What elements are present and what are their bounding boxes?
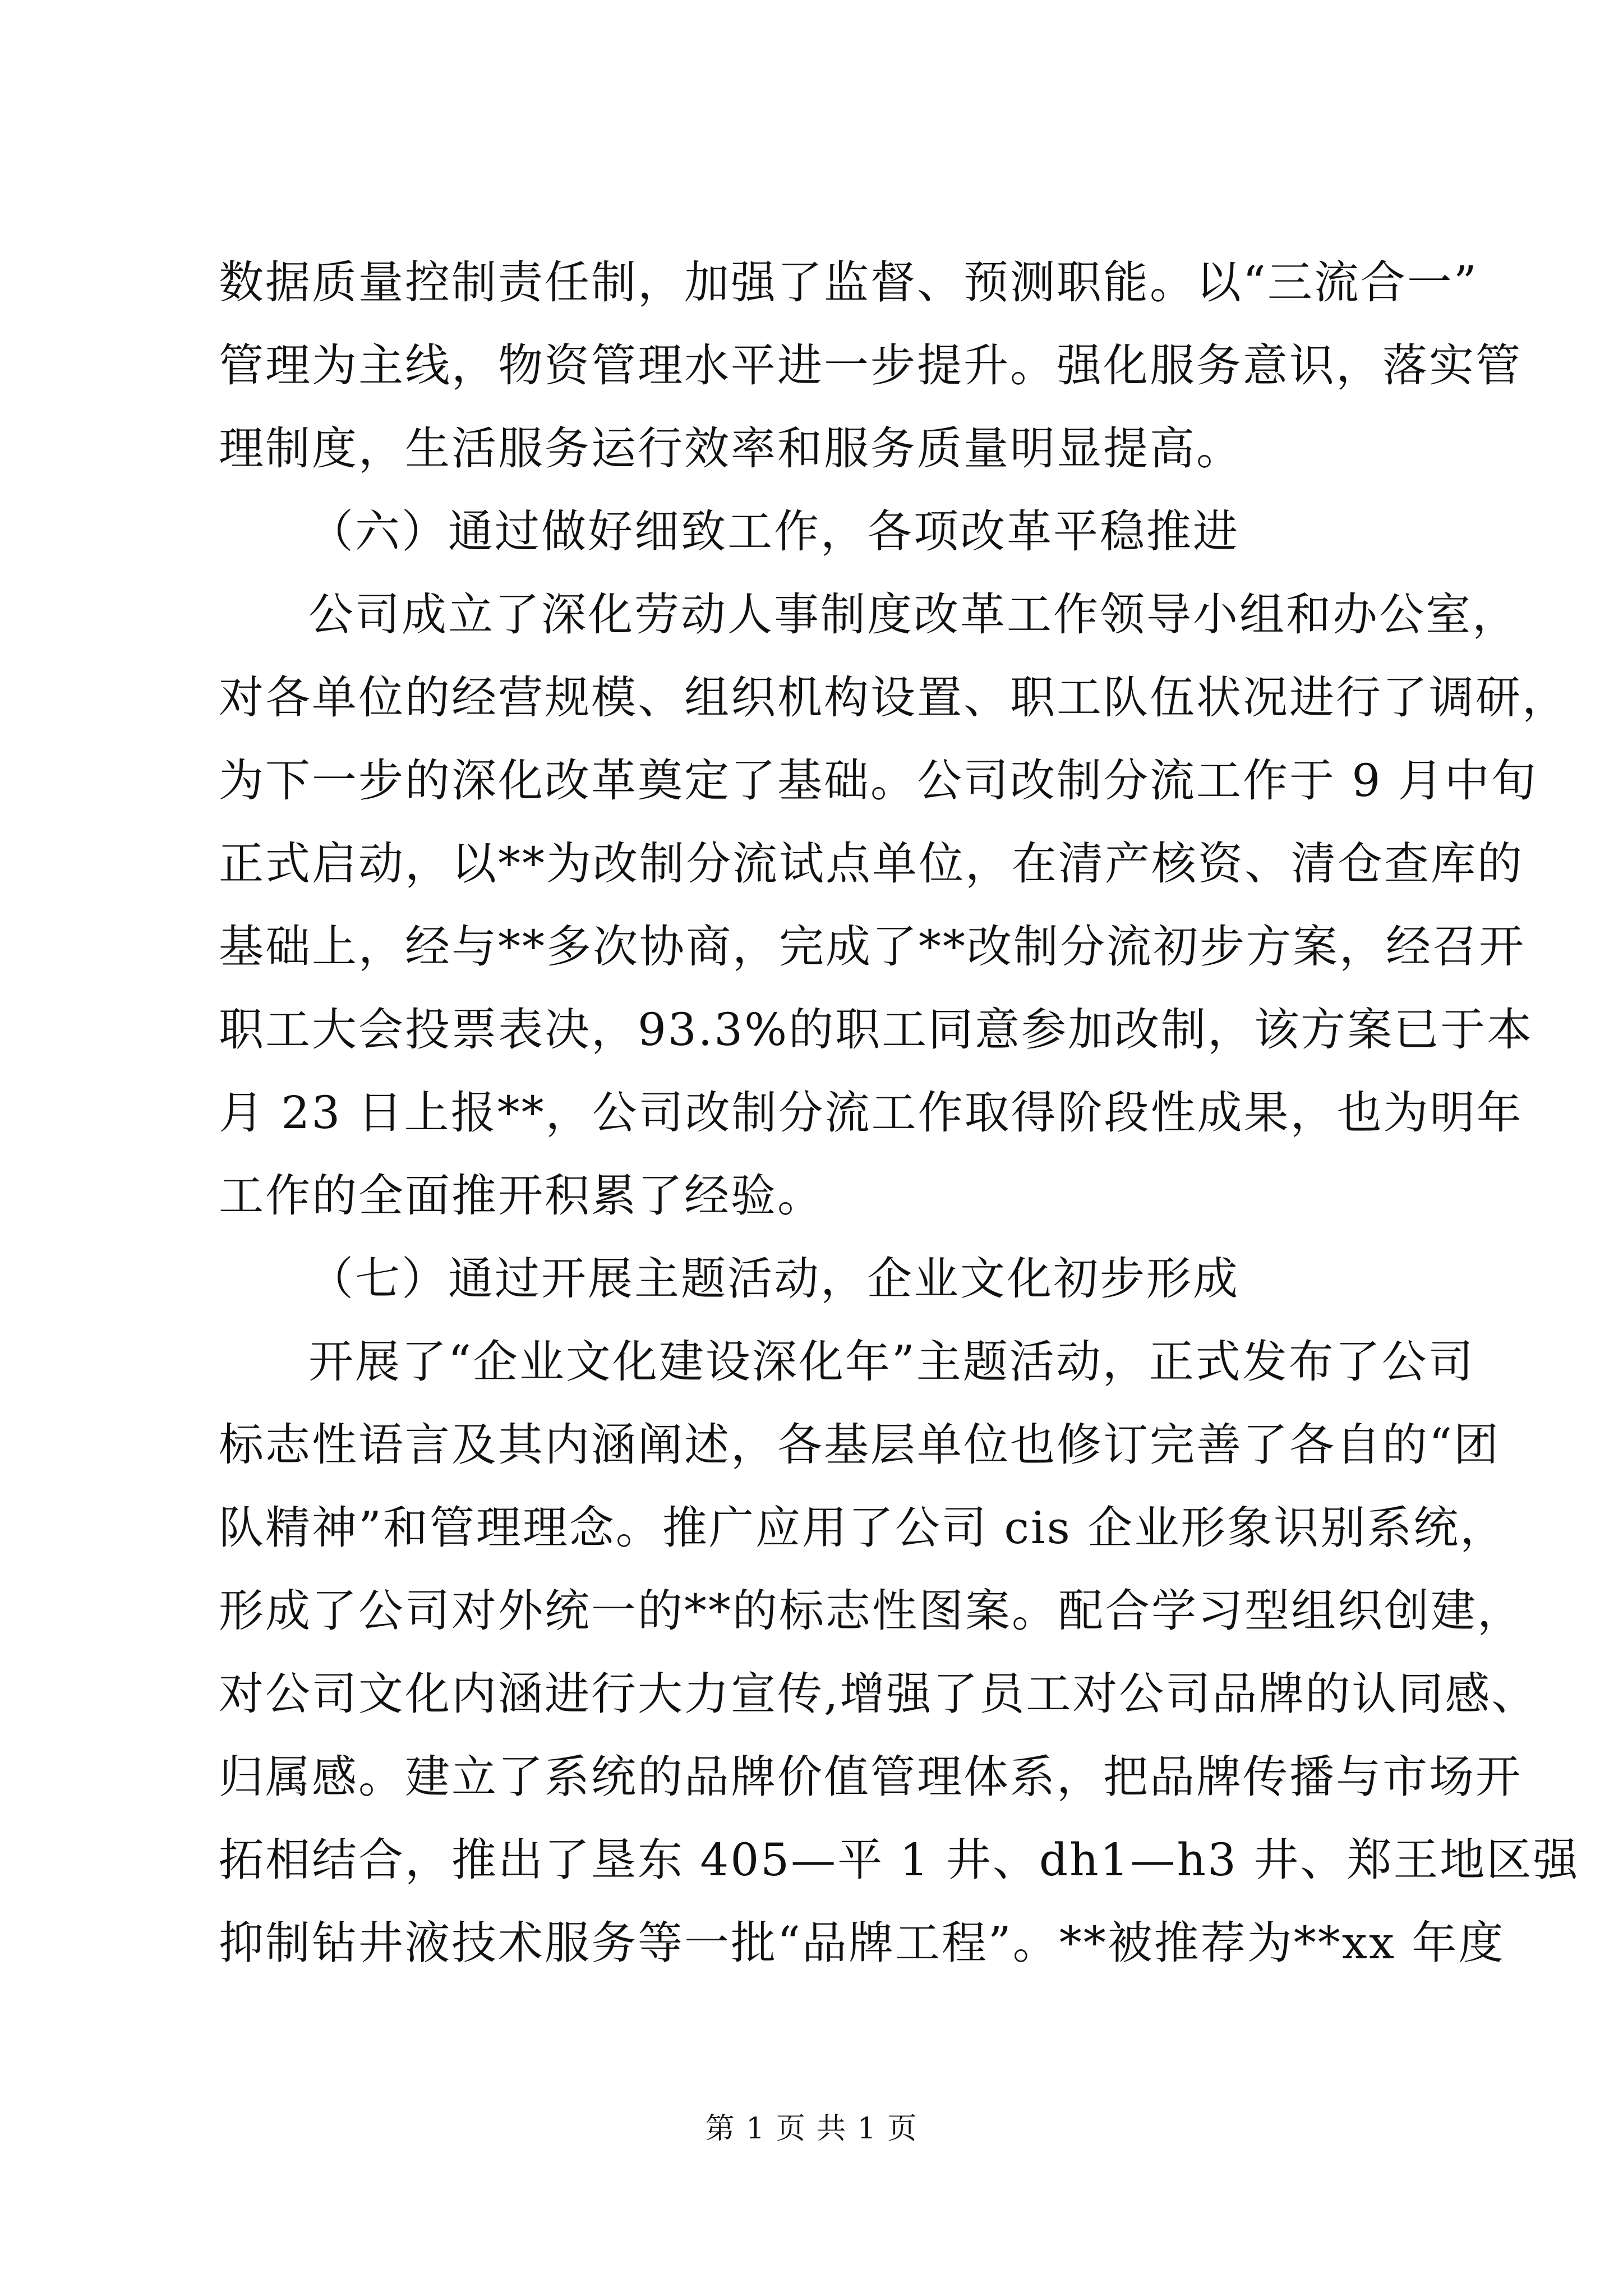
text-line: 对公司文化内涵进行大力宣传,增强了员工对公司品牌的认同感、 [219,1668,1538,1720]
text-line: 为下一步的深化改革奠定了基础。公司改制分流工作于 9 月中旬 [219,754,1538,807]
text-line: 理制度，生活服务运行效率和服务质量明显提高。 [219,422,1243,475]
text-line: 管理为主线，物资管理水平进一步提升。强化服务意识，落实管 [219,339,1522,392]
text-line: 归属感。建立了系统的品牌价值管理体系，把品牌传播与市场开 [219,1751,1522,1803]
text-line: 职工大会投票表决，93.3%的职工同意参加改制，该方案已于本 [219,1004,1534,1056]
text-line: 月 23 日上报**，公司改制分流工作取得阶段性成果，也为明年 [219,1087,1523,1139]
text-line: 开展了“企业文化建设深化年”主题活动，正式发布了公司 [308,1336,1475,1388]
text-line: 抑制钻井液技术服务等一批“品牌工程”。**被推荐为**xx 年度 [219,1917,1505,1969]
text-line: 对各单位的经营规模、组织机构设置、职工队伍状况进行了调研， [219,671,1569,724]
page-number-footer: 第 1 页 共 1 页 [705,2112,918,2146]
document-body [219,241,1580,1985]
section-heading-6: （六）通过做好细致工作，各项改革平稳推进 [308,505,1239,558]
text-line: 正式启动，以**为改制分流试点单位，在清产核资、清仓查库的 [219,838,1524,890]
text-line: 标志性语言及其内涵阐述，各基层单位也修订完善了各自的“团 [219,1419,1500,1471]
text-line: 队精神”和管理理念。推广应用了公司 cis 企业形象识别系统， [219,1502,1507,1554]
text-line: 形成了公司对外统一的**的标志性图案。配合学习型组织创建， [219,1585,1524,1637]
text-line: 基础上，经与**多次协商，完成了**改制分流初步方案，经召开 [219,921,1525,973]
text-line: 工作的全面推开积累了经验。 [219,1170,824,1222]
text-line: 数据质量控制责任制，加强了监督、预测职能。以“三流合一” [219,256,1478,309]
text-line: 公司成立了深化劳动人事制度改革工作领导小组和办公室， [308,588,1519,641]
section-heading-7: （七）通过开展主题活动，企业文化初步形成 [308,1253,1239,1305]
text-line: 拓相结合，推出了垦东 405—平 1 井、dh1—h3 井、郑王地区强 [219,1834,1580,1886]
